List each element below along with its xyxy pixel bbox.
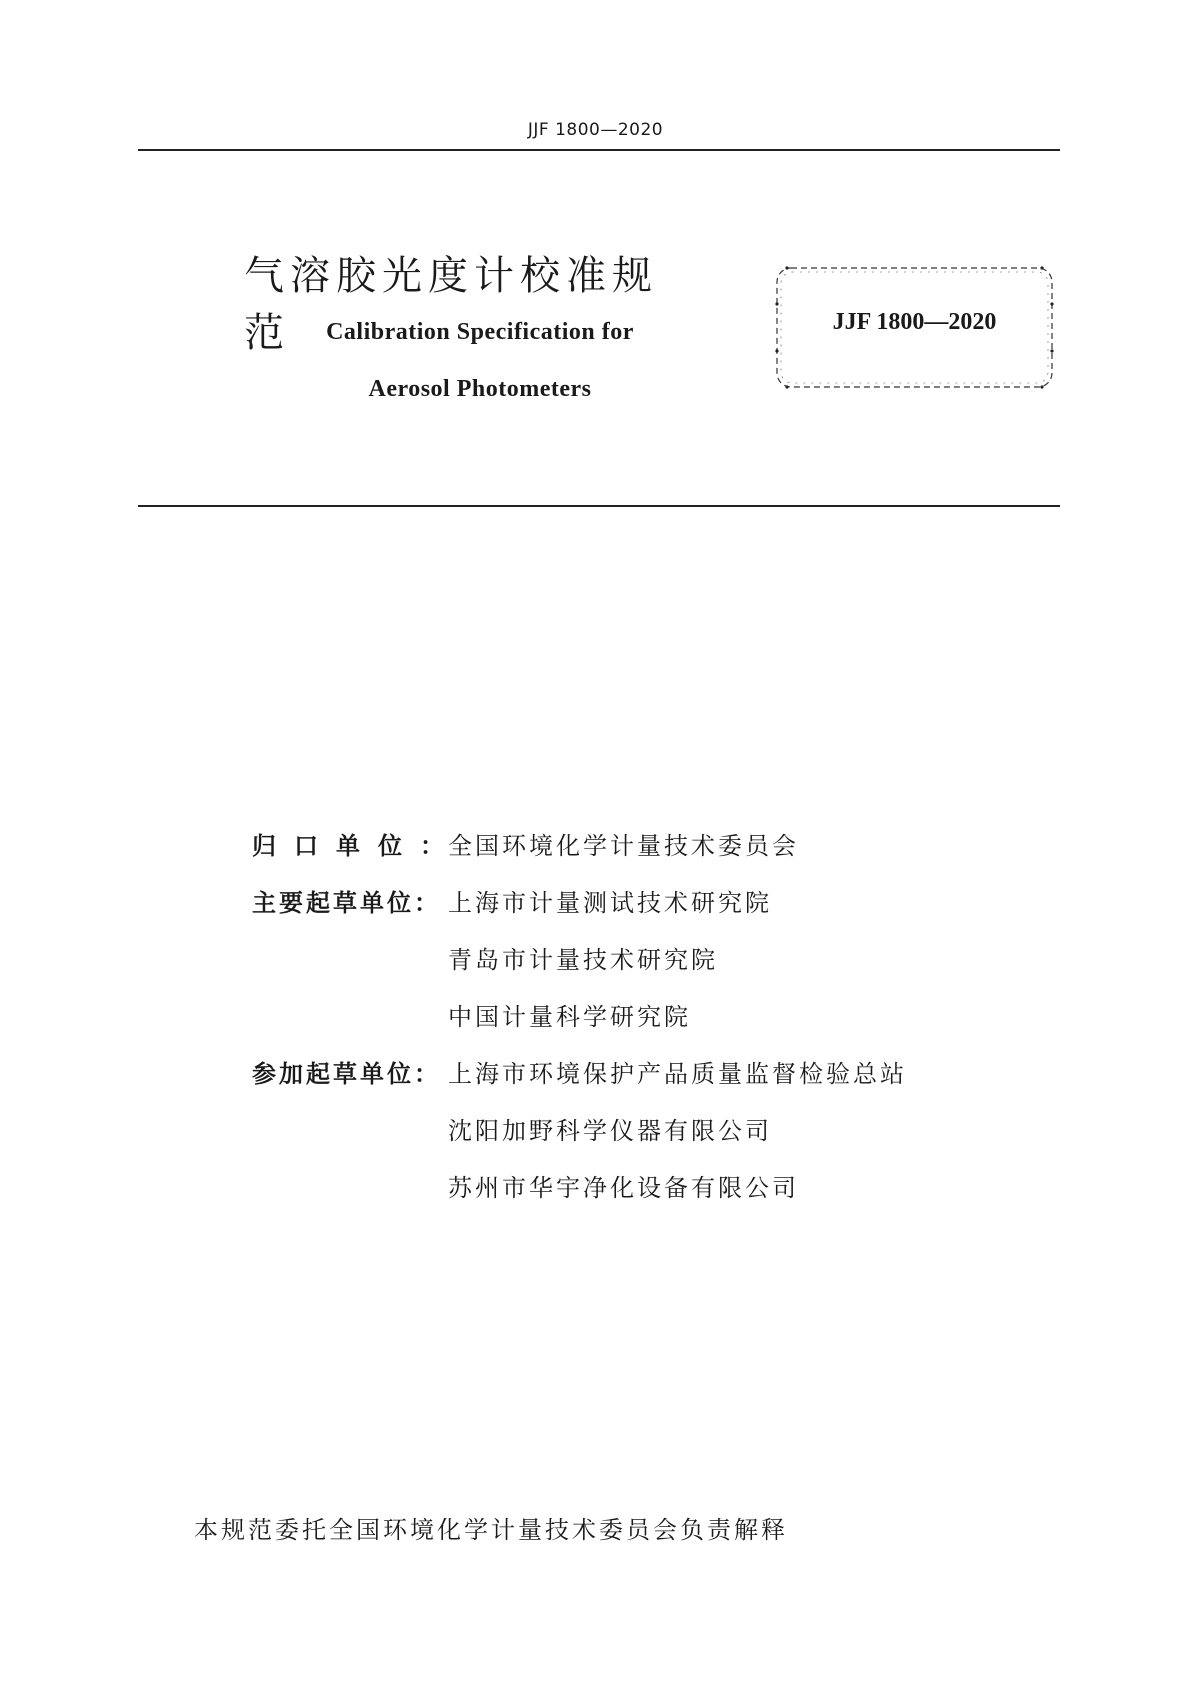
responsible-unit-label: 归口单位： [252, 832, 462, 860]
main-drafter-value: 青岛市计量技术研究院 [448, 946, 718, 974]
main-drafter-row [252, 883, 1052, 940]
main-drafter-value: 上海市计量测试技术研究院 [448, 889, 772, 917]
title-english-line-2: Aerosol Photometers [368, 376, 592, 402]
header-standard-code: JJF 1800—2020 [527, 120, 664, 140]
main-drafter-value: 中国计量科学研究院 [448, 1003, 691, 1031]
title-bottom-rule [138, 505, 1060, 507]
standard-code: JJF 1800—2020 [832, 309, 997, 335]
responsible-unit-value: 全国环境化学计量技术委员会 [448, 832, 799, 860]
participating-unit-value: 上海市环境保护产品质量监督检验总站 [448, 1060, 907, 1088]
participating-unit-row [252, 1168, 1052, 1225]
header-rule [138, 149, 1060, 151]
main-drafter-label: 主要起草单位： [252, 889, 441, 917]
participating-unit-value: 沈阳加野科学仪器有限公司 [448, 1117, 772, 1145]
main-drafter-row [252, 997, 1052, 1054]
participating-unit-label: 参加起草单位： [252, 1060, 441, 1088]
drafting-units [252, 826, 1052, 1225]
participating-unit-row [252, 1111, 1052, 1168]
main-drafter-row [252, 940, 1052, 997]
title-english-line-1: Calibration Specification for [326, 319, 634, 345]
interpretation-note: 本规范委托全国环境化学计量技术委员会负责解释 [194, 1516, 788, 1544]
title-chinese: 气溶胶光度计校准规范 [244, 253, 658, 356]
participating-unit-value: 苏州市华宇净化设备有限公司 [448, 1174, 799, 1202]
participating-unit-row [252, 1054, 1052, 1111]
standard-code-box [773, 264, 1056, 391]
responsible-unit-row [252, 826, 1052, 883]
